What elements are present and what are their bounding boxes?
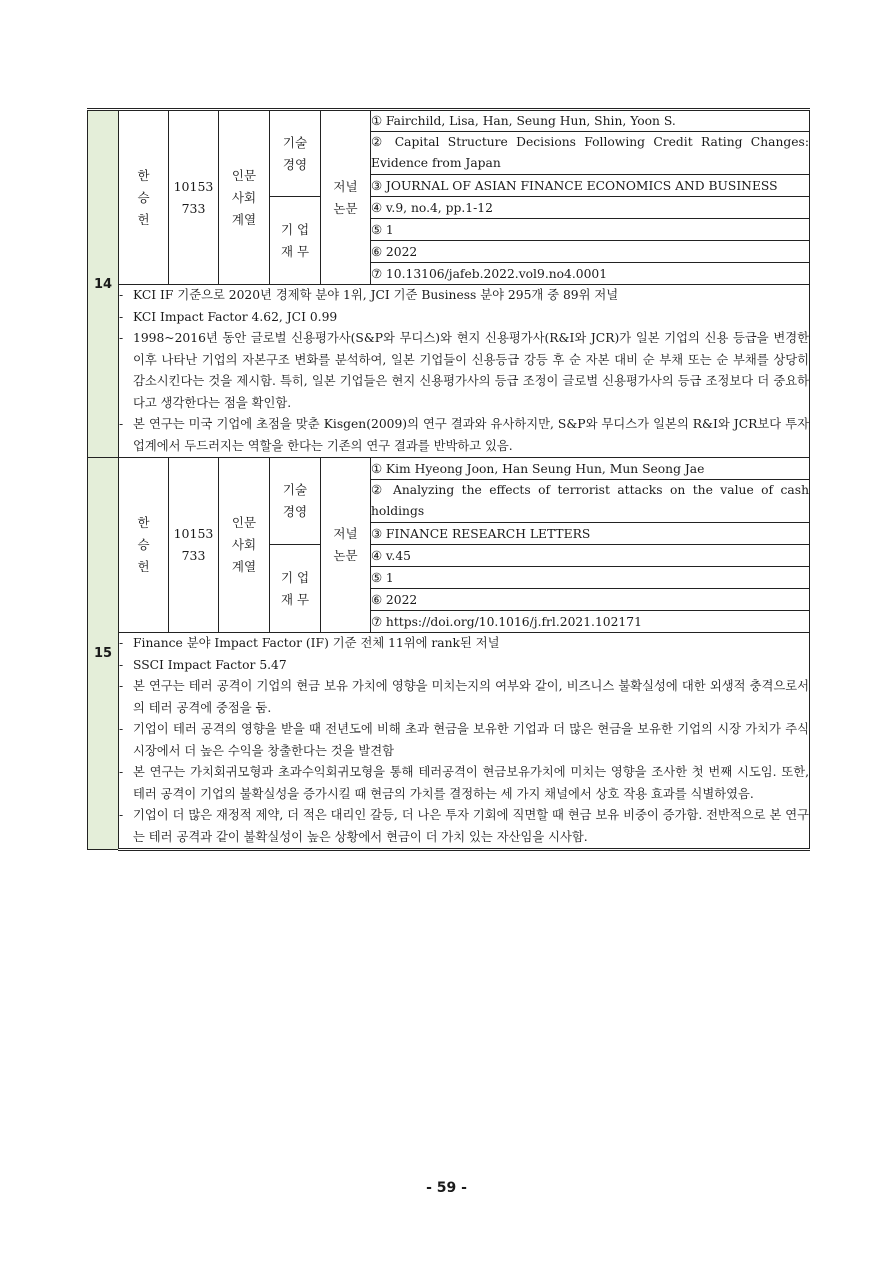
category-part: 기 업	[280, 221, 310, 237]
field-part: 사회	[231, 537, 257, 552]
researcher-char: 헌	[137, 559, 150, 574]
category-secondary	[270, 545, 321, 633]
id-part: 733	[181, 548, 206, 563]
category-part: 경영	[282, 156, 308, 172]
researcher-char: 헌	[137, 211, 150, 227]
ref-count: ⑤ 1	[371, 219, 810, 241]
publication-type	[321, 458, 371, 633]
desc-item: - SSCI Impact Factor 5.47	[119, 655, 809, 677]
category-part: 재 무	[280, 243, 310, 259]
ref-volume: ④ v.45	[371, 545, 810, 567]
category-primary	[270, 458, 321, 545]
desc-item: - KCI Impact Factor 4.62, JCI 0.99	[119, 307, 809, 329]
ref-title: ② Capital Structure Decisions Following Credit Rating Changes: Evidence from Japan	[371, 132, 810, 175]
ref-year: ⑥ 2022	[371, 241, 810, 263]
ref-authors: ① Fairchild, Lisa, Han, Seung Hun, Shin, Yoon S.	[371, 110, 810, 132]
ref-year: ⑥ 2022	[371, 589, 810, 611]
type-part: 논문	[333, 200, 358, 216]
type-part: 저널	[333, 178, 358, 194]
desc-item: - 본 연구는 가치회귀모형과 초과수익회귀모형을 통해 테러공격이 현금보유가치에 미치는 영향을 조사한 첫 번째 시도임. 또한, 테러 공격이 기업의 불확실성을 증가시킬 때 현금의 가치를 결정하는 세 가지 채널에서 상호 작용 효과를 식별하였음.	[119, 762, 809, 805]
researcher-char: 한	[137, 167, 150, 183]
ref-count: ⑤ 1	[371, 567, 810, 589]
publication-type	[321, 110, 371, 285]
entry-number: 15	[88, 458, 119, 850]
ref-journal: ③ JOURNAL OF ASIAN FINANCE ECONOMICS AND BUSINESS	[371, 175, 810, 197]
category-part: 기 업	[280, 569, 310, 585]
category-secondary	[270, 197, 321, 285]
field-part: 인문	[231, 167, 257, 183]
field-part: 계열	[231, 559, 257, 574]
desc-item: - 본 연구는 테러 공격이 기업의 현금 보유 가치에 영향을 미치는지의 여부와 같이, 비즈니스 불확실성에 대한 외생적 충격으로서의 테러 공격에 중점을 둠.	[119, 676, 809, 719]
researcher-id	[169, 458, 219, 633]
page-number: - 59 -	[426, 1180, 467, 1196]
id-part: 733	[181, 200, 206, 216]
desc-item: - 1998~2016년 동안 글로벌 신용평가사(S&P와 무디스)와 현지 신용평가사(R&I와 JCR)가 일본 기업의 신용 등급을 변경한 이후 나타난 기업의 자본구조 변화를 분석하여, 일본 기업들이 신용등급 강등 후 순 자본 대비 순 부채 또는 순 부채를 상당히 감소시킨다는 것을 제시함. 특히, 일본 기업들은 현지 신용평가사의 등급 조정이 글로벌 신용평가사의 등급 조정보다 더 중요하다고 생각한다는 점을 확인함.	[119, 328, 809, 414]
researcher-char: 한	[137, 515, 150, 530]
id-part: 10153	[173, 178, 214, 194]
field-part: 사회	[231, 189, 257, 205]
desc-item: - Finance 분야 Impact Factor (IF) 기준 전체 11위에 rank된 저널	[119, 633, 809, 655]
ref-journal: ③ FINANCE RESEARCH LETTERS	[371, 523, 810, 545]
researcher-name	[119, 110, 169, 285]
category-part: 기술	[282, 134, 308, 150]
category-part: 재 무	[280, 591, 310, 607]
field-part: 계열	[231, 211, 257, 227]
field	[219, 458, 270, 633]
research-table	[87, 108, 810, 851]
researcher-char: 승	[137, 537, 150, 552]
type-part: 논문	[333, 548, 358, 563]
category-primary	[270, 110, 321, 197]
entry-description	[119, 633, 810, 850]
entry-description	[119, 285, 810, 458]
researcher-id	[169, 110, 219, 285]
ref-authors: ① Kim Hyeong Joon, Han Seung Hun, Mun Seong Jae	[371, 458, 810, 480]
ref-volume: ④ v.9, no.4, pp.1-12	[371, 197, 810, 219]
id-part: 10153	[173, 526, 214, 541]
desc-item: - KCI IF 기준으로 2020년 경제학 분야 1위, JCI 기준 Business 분야 295개 중 89위 저널	[119, 285, 809, 307]
category-part: 기술	[282, 482, 308, 497]
researcher-char: 승	[137, 189, 150, 205]
desc-item: - 기업이 더 많은 재정적 제약, 더 적은 대리인 갈등, 더 나은 투자 기회에 직면할 때 현금 보유 비중이 증가함. 전반적으로 본 연구는 테러 공격과 같이 불확실성이 높은 상황에서 현금이 더 가치 있는 자산임을 시사함.	[119, 805, 809, 848]
ref-doi: ⑦ 10.13106/jafeb.2022.vol9.no4.0001	[371, 263, 810, 285]
desc-item: - 본 연구는 미국 기업에 초점을 맞춘 Kisgen(2009)의 연구 결과와 유사하지만, S&P와 무디스가 일본의 R&I와 JCR보다 투자업계에서 두드러지는 역할을 한다는 기존의 연구 결과를 반박하고 있음.	[119, 414, 809, 457]
entry-number: 14	[88, 110, 119, 458]
type-part: 저널	[333, 526, 358, 541]
category-part: 경영	[282, 504, 308, 519]
researcher-name	[119, 458, 169, 633]
ref-title: ② Analyzing the effects of terrorist attacks on the value of cash holdings	[371, 480, 810, 523]
field	[219, 110, 270, 285]
field-part: 인문	[231, 515, 257, 530]
desc-item: - 기업이 테러 공격의 영향을 받을 때 전년도에 비해 초과 현금을 보유한 기업과 더 많은 현금을 보유한 기업의 시장 가치가 주식 시장에서 더 높은 수익을 창출한다는 것을 발견함	[119, 719, 809, 762]
ref-doi: ⑦ https://doi.org/10.1016/j.frl.2021.102171	[371, 611, 810, 633]
